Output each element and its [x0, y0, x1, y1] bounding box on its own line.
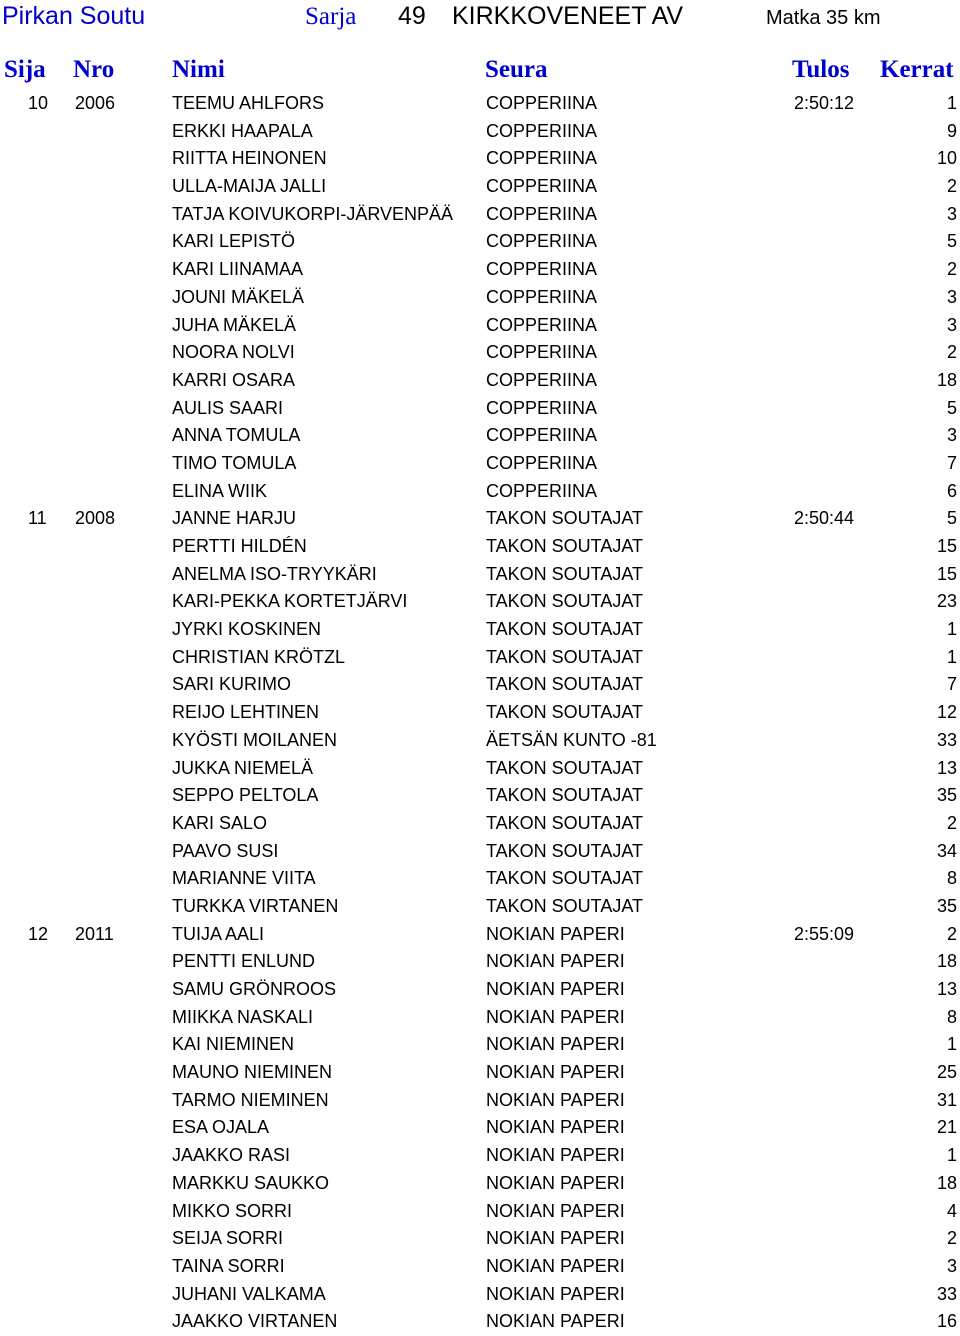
table-row [0, 228, 960, 256]
table-row [0, 1308, 960, 1336]
table-row [0, 1198, 960, 1226]
distance-label: Matka 35 km [766, 7, 881, 29]
table-row [0, 616, 960, 644]
cell-nimi: KARI LEPISTÖ [172, 231, 296, 252]
cell-nimi: TUIJA AALI [172, 923, 265, 944]
cell-seura: COPPERIINA [486, 259, 598, 280]
cell-kerrat: 21 [936, 1117, 957, 1138]
cell-kerrat: 2 [946, 1228, 957, 1249]
table-row [0, 1170, 960, 1198]
cell-seura: COPPERIINA [486, 93, 598, 113]
cell-seura: TAKON SOUTAJAT [486, 757, 644, 778]
table-row [0, 450, 960, 478]
table-row [0, 422, 960, 450]
column-header-sija: Sija [4, 56, 46, 83]
cell-kerrat: 15 [936, 536, 957, 556]
cell-nimi: KARI SALO [172, 812, 268, 833]
cell-seura: COPPERIINA [486, 120, 598, 141]
cell-nro: 2008 [75, 508, 116, 529]
cell-nimi: JUKKA NIEMELÄ [172, 757, 314, 778]
cell-kerrat: 18 [936, 1172, 957, 1193]
cell-seura: TAKON SOUTAJAT [486, 868, 644, 889]
cell-seura: TAKON SOUTAJAT [486, 508, 644, 529]
cell-kerrat: 3 [946, 314, 957, 335]
series-number: 49 [398, 2, 426, 30]
cell-seura: COPPERIINA [486, 231, 598, 252]
cell-tulos: 2:55:09 [793, 923, 854, 944]
table-row [0, 588, 960, 616]
cell-nimi: SAMU GRÖNROOS [172, 979, 337, 999]
cell-nimi: KARI-PEKKA KORTETJÄRVI [172, 591, 408, 612]
table-row [0, 505, 960, 533]
cell-kerrat: 35 [936, 895, 957, 916]
results-table-header [0, 56, 960, 84]
table-row [0, 284, 960, 312]
table-row [0, 865, 960, 893]
cell-kerrat: 18 [936, 369, 957, 390]
table-row [0, 893, 960, 921]
table-row [0, 256, 960, 284]
cell-seura: TAKON SOUTAJAT [486, 536, 644, 556]
cell-kerrat: 5 [946, 508, 957, 529]
cell-seura: NOKIAN PAPERI [486, 1255, 625, 1276]
series-label: Sarja [305, 3, 357, 30]
table-row [0, 145, 960, 173]
cell-nimi: JAAKKO RASI [172, 1145, 291, 1166]
table-row [0, 367, 960, 395]
cell-seura: TAKON SOUTAJAT [486, 619, 644, 640]
cell-nimi: JAAKKO VIRTANEN [172, 1311, 338, 1332]
table-row [0, 173, 960, 201]
cell-seura: TAKON SOUTAJAT [486, 591, 644, 612]
cell-seura: COPPERIINA [486, 176, 598, 197]
table-row [0, 1225, 960, 1253]
cell-seura: NOKIAN PAPERI [486, 923, 625, 944]
cell-seura: TAKON SOUTAJAT [486, 702, 644, 723]
cell-kerrat: 4 [946, 1200, 957, 1221]
cell-kerrat: 2 [946, 259, 957, 280]
table-row [0, 201, 960, 229]
cell-kerrat: 33 [936, 729, 957, 750]
cell-nimi: PAAVO SUSI [172, 840, 279, 861]
cell-nimi: REIJO LEHTINEN [172, 702, 320, 723]
cell-seura: TAKON SOUTAJAT [486, 674, 644, 695]
cell-seura: TAKON SOUTAJAT [486, 812, 644, 833]
table-row [0, 312, 960, 340]
table-row [0, 1031, 960, 1059]
table-row [0, 1281, 960, 1309]
cell-kerrat: 34 [936, 840, 957, 861]
cell-seura: COPPERIINA [486, 480, 598, 501]
cell-kerrat: 3 [946, 203, 957, 224]
cell-seura: COPPERIINA [486, 397, 598, 418]
cell-seura: NOKIAN PAPERI [486, 1172, 625, 1193]
cell-kerrat: 15 [936, 563, 957, 584]
cell-nimi: PERTTI HILDÉN [172, 536, 307, 556]
cell-kerrat: 9 [946, 120, 957, 141]
cell-tulos: 2:50:44 [793, 508, 854, 529]
column-header-nro: Nro [73, 56, 115, 83]
cell-seura: TAKON SOUTAJAT [486, 785, 644, 806]
table-row [0, 1142, 960, 1170]
cell-kerrat: 3 [946, 286, 957, 307]
cell-kerrat: 12 [936, 702, 957, 723]
cell-nimi: NOORA NOLVI [172, 342, 295, 363]
cell-kerrat: 5 [946, 397, 957, 418]
cell-seura: TAKON SOUTAJAT [486, 563, 644, 584]
cell-seura: COPPERIINA [486, 452, 598, 473]
table-row [0, 533, 960, 561]
column-header-nimi: Nimi [172, 56, 225, 83]
cell-nimi: SARI KURIMO [172, 674, 292, 695]
cell-seura: COPPERIINA [486, 342, 598, 363]
cell-nimi: KAI NIEMINEN [172, 1034, 295, 1055]
cell-kerrat: 13 [936, 757, 957, 778]
cell-kerrat: 18 [936, 951, 957, 972]
table-row [0, 671, 960, 699]
series-name: KIRKKOVENEET AV [452, 2, 684, 30]
table-row [0, 478, 960, 506]
cell-sija: 12 [28, 923, 49, 944]
cell-nro: 2011 [75, 923, 114, 944]
cell-kerrat: 1 [946, 619, 957, 640]
cell-kerrat: 13 [936, 979, 957, 999]
cell-kerrat: 35 [936, 785, 957, 806]
cell-kerrat: 33 [936, 1283, 957, 1304]
cell-kerrat: 23 [936, 591, 957, 612]
cell-nimi: MAUNO NIEMINEN [172, 1062, 333, 1083]
cell-seura: NOKIAN PAPERI [486, 1089, 625, 1110]
cell-seura: NOKIAN PAPERI [486, 979, 625, 999]
cell-nimi: KYÖSTI MOILANEN [172, 729, 338, 750]
cell-nimi: MARIANNE VIITA [172, 868, 316, 889]
cell-nimi: ULLA-MAIJA JALLI [172, 176, 327, 197]
cell-nimi: TATJA KOIVUKORPI-JÄRVENPÄÄ [172, 203, 454, 224]
cell-kerrat: 2 [946, 342, 957, 363]
cell-nimi: ERKKI HAAPALA [172, 120, 313, 141]
table-row [0, 699, 960, 727]
cell-nimi: AULIS SAARI [172, 397, 284, 418]
table-row [0, 1004, 960, 1032]
cell-nimi: ESA OJALA [172, 1117, 270, 1138]
table-row [0, 395, 960, 423]
cell-nimi: JYRKI KOSKINEN [172, 619, 322, 640]
cell-seura: COPPERIINA [486, 425, 598, 446]
cell-nimi: KARRI OSARA [172, 369, 296, 390]
cell-seura: COPPERIINA [486, 148, 598, 169]
cell-nimi: JUHANI VALKAMA [172, 1283, 326, 1304]
cell-seura: COPPERIINA [486, 203, 598, 224]
cell-kerrat: 25 [936, 1062, 957, 1083]
cell-seura: NOKIAN PAPERI [486, 1034, 625, 1055]
cell-nro: 2006 [75, 93, 116, 113]
cell-seura: COPPERIINA [486, 314, 598, 335]
cell-seura: NOKIAN PAPERI [486, 1228, 625, 1249]
table-row [0, 118, 960, 146]
cell-seura: NOKIAN PAPERI [486, 1311, 625, 1332]
document-title-bar [0, 0, 960, 32]
cell-nimi: MIKKO SORRI [172, 1200, 293, 1221]
table-row [0, 1087, 960, 1115]
cell-seura: COPPERIINA [486, 286, 598, 307]
table-row [0, 976, 960, 1004]
table-row [0, 782, 960, 810]
cell-seura: TAKON SOUTAJAT [486, 840, 644, 861]
cell-seura: NOKIAN PAPERI [486, 1145, 625, 1166]
cell-sija: 11 [28, 508, 47, 529]
cell-kerrat: 1 [946, 93, 957, 113]
cell-sija: 10 [28, 93, 49, 113]
cell-seura: NOKIAN PAPERI [486, 1006, 625, 1027]
cell-kerrat: 31 [936, 1089, 957, 1110]
table-row [0, 810, 960, 838]
cell-kerrat: 5 [946, 231, 957, 252]
cell-nimi: ANELMA ISO-TRYYKÄRI [172, 563, 377, 584]
cell-kerrat: 1 [946, 1145, 957, 1166]
cell-nimi: KARI LIINAMAA [172, 259, 304, 280]
cell-nimi: TAINA SORRI [172, 1255, 285, 1276]
cell-kerrat: 8 [946, 868, 957, 889]
cell-kerrat: 1 [946, 646, 957, 667]
table-row [0, 644, 960, 672]
table-row [0, 755, 960, 783]
table-row [0, 838, 960, 866]
cell-nimi: RIITTA HEINONEN [172, 148, 327, 169]
cell-seura: NOKIAN PAPERI [486, 1117, 625, 1138]
cell-kerrat: 7 [946, 674, 957, 695]
cell-seura: ÄETSÄN KUNTO -81 [486, 729, 657, 750]
cell-nimi: ELINA WIIK [172, 480, 268, 501]
cell-seura: NOKIAN PAPERI [486, 1062, 625, 1083]
column-header-seura: Seura [485, 56, 548, 83]
cell-nimi: MARKKU SAUKKO [172, 1172, 330, 1193]
column-header-tulos: Tulos [792, 56, 850, 83]
cell-kerrat: 10 [936, 148, 957, 169]
cell-seura: NOKIAN PAPERI [486, 1200, 625, 1221]
cell-seura: NOKIAN PAPERI [486, 951, 625, 972]
cell-nimi: PENTTI ENLUND [172, 951, 316, 972]
cell-kerrat: 6 [946, 480, 957, 501]
cell-nimi: SEIJA SORRI [172, 1228, 284, 1249]
cell-seura: NOKIAN PAPERI [486, 1283, 625, 1304]
column-header-kerrat: Kerrat [880, 56, 954, 83]
table-row [0, 561, 960, 589]
table-row [0, 1059, 960, 1087]
event-title: Pirkan Soutu [2, 2, 146, 30]
cell-kerrat: 8 [946, 1006, 957, 1027]
cell-nimi: JUHA MÄKELÄ [172, 314, 297, 335]
cell-nimi: SEPPO PELTOLA [172, 785, 319, 806]
table-row [0, 1114, 960, 1142]
cell-nimi: JANNE HARJU [172, 508, 297, 529]
cell-nimi: MIIKKA NASKALI [172, 1006, 314, 1027]
results-table-body [0, 90, 960, 1336]
cell-nimi: TARMO NIEMINEN [172, 1089, 329, 1110]
cell-tulos: 2:50:12 [793, 93, 854, 113]
table-row [0, 948, 960, 976]
table-row [0, 90, 960, 118]
table-row [0, 1253, 960, 1281]
cell-kerrat: 3 [946, 1255, 957, 1276]
cell-kerrat: 2 [946, 923, 957, 944]
cell-kerrat: 2 [946, 176, 957, 197]
cell-kerrat: 3 [946, 425, 957, 446]
cell-nimi: TEEMU AHLFORS [172, 93, 325, 113]
cell-kerrat: 7 [946, 452, 957, 473]
cell-kerrat: 1 [946, 1034, 957, 1055]
cell-kerrat: 2 [946, 812, 957, 833]
cell-seura: COPPERIINA [486, 369, 598, 390]
cell-seura: TAKON SOUTAJAT [486, 646, 644, 667]
cell-nimi: ANNA TOMULA [172, 425, 301, 446]
cell-nimi: TURKKA VIRTANEN [172, 895, 339, 916]
cell-kerrat: 16 [936, 1311, 957, 1332]
cell-nimi: CHRISTIAN KRÖTZL [172, 646, 346, 667]
table-row [0, 921, 960, 949]
cell-seura: TAKON SOUTAJAT [486, 895, 644, 916]
cell-nimi: JOUNI MÄKELÄ [172, 286, 305, 307]
table-row [0, 339, 960, 367]
table-row [0, 727, 960, 755]
cell-nimi: TIMO TOMULA [172, 452, 297, 473]
